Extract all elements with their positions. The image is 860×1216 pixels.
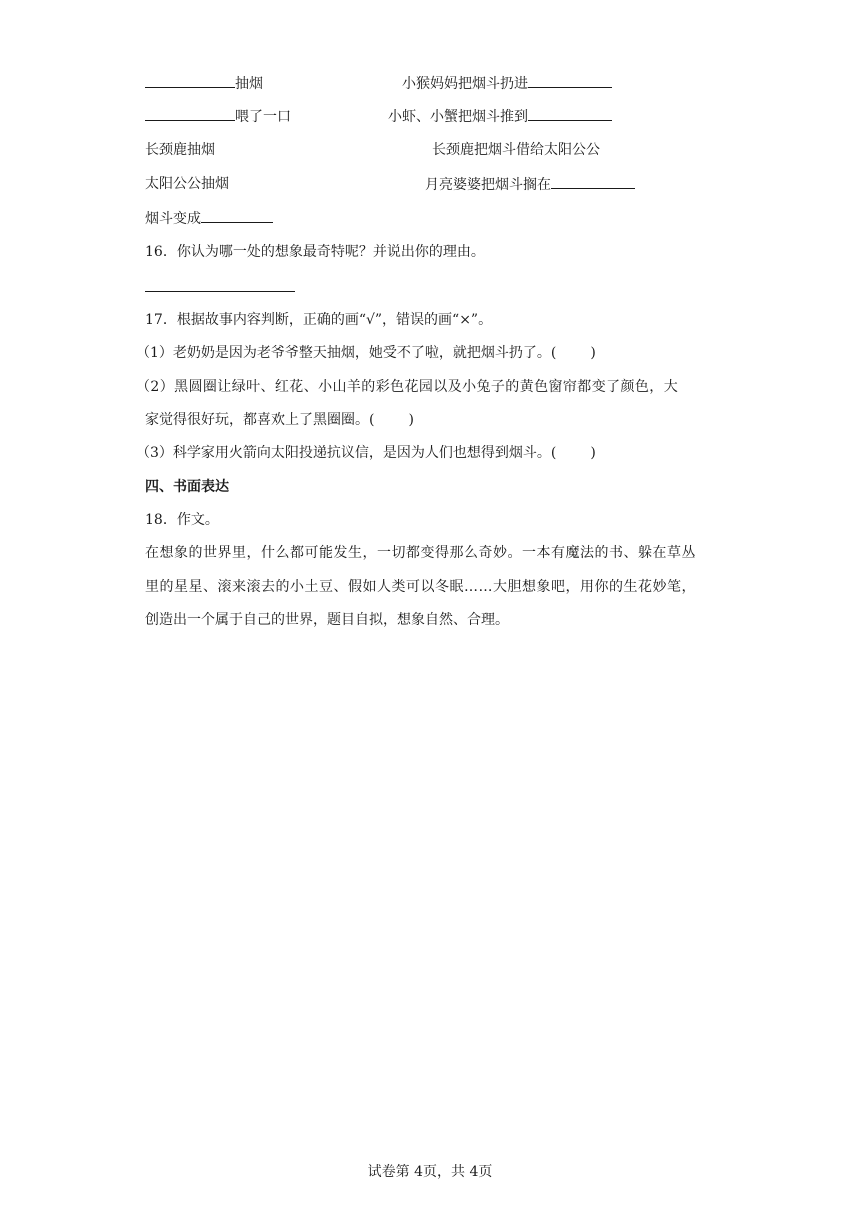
row1-left: 抽烟 (145, 73, 263, 94)
q17-text: 17．根据故事内容判断，正确的画“√”，错误的画“×”。 (145, 312, 493, 328)
q16-answer-line[interactable] (145, 291, 295, 292)
page-footer: 试卷第 4页，共 4页 (367, 1164, 493, 1180)
q18-text: 18．作文。 (145, 512, 219, 528)
blank-row4-right[interactable] (551, 174, 635, 189)
row3-left: 长颈鹿抽烟 (145, 142, 215, 158)
row5-left: 烟斗变成 (145, 208, 273, 229)
blank-row1-right[interactable] (528, 73, 612, 88)
blank-row2-left[interactable] (145, 106, 235, 121)
row2-left: 喂了一口 (145, 106, 291, 127)
section4-title: 四、书面表达 (145, 479, 229, 495)
blank-row5[interactable] (201, 208, 273, 223)
row3-right: 长颈鹿把烟斗借给太阳公公 (432, 142, 600, 158)
q18-line3: 创造出一个属于自己的世界，题目自拟，想象自然、合理。 (145, 612, 509, 628)
row4-left: 太阳公公抽烟 (145, 176, 229, 192)
q17-item3: （3）科学家用火箭向太阳投递抗议信，是因为人们也想得到烟斗。( ) (136, 445, 596, 461)
row2-right: 小虾、小蟹把烟斗推到 (388, 106, 612, 127)
q17-item2-line1: （2）黑圆圈让绿叶、红花、小山羊的彩色花园以及小兔子的黄色窗帘都变了颜色，大 (136, 379, 679, 395)
q18-line1: 在想象的世界里，什么都可能发生，一切都变得那么奇妙。一本有魔法的书、躲在草丛 (145, 545, 696, 561)
q17-item1: （1）老奶奶是因为老爷爷整天抽烟，她受不了啦，就把烟斗扔了。( ) (136, 345, 596, 361)
q18-line2: 里的星星、滚来滚去的小土豆、假如人类可以冬眠……大胆想象吧，用你的生花妙笔， (145, 579, 696, 595)
q16-text: 16．你认为哪一处的想象最奇特呢？并说出你的理由。 (145, 244, 485, 260)
q17-item2-line2: 家觉得很好玩，都喜欢上了黑圈圈。( ) (145, 412, 414, 428)
blank-row2-right[interactable] (528, 106, 612, 121)
row4-right: 月亮婆婆把烟斗搁在 (425, 174, 635, 195)
blank-row1-left[interactable] (145, 73, 235, 88)
row1-right: 小猴妈妈把烟斗扔进 (402, 73, 612, 94)
